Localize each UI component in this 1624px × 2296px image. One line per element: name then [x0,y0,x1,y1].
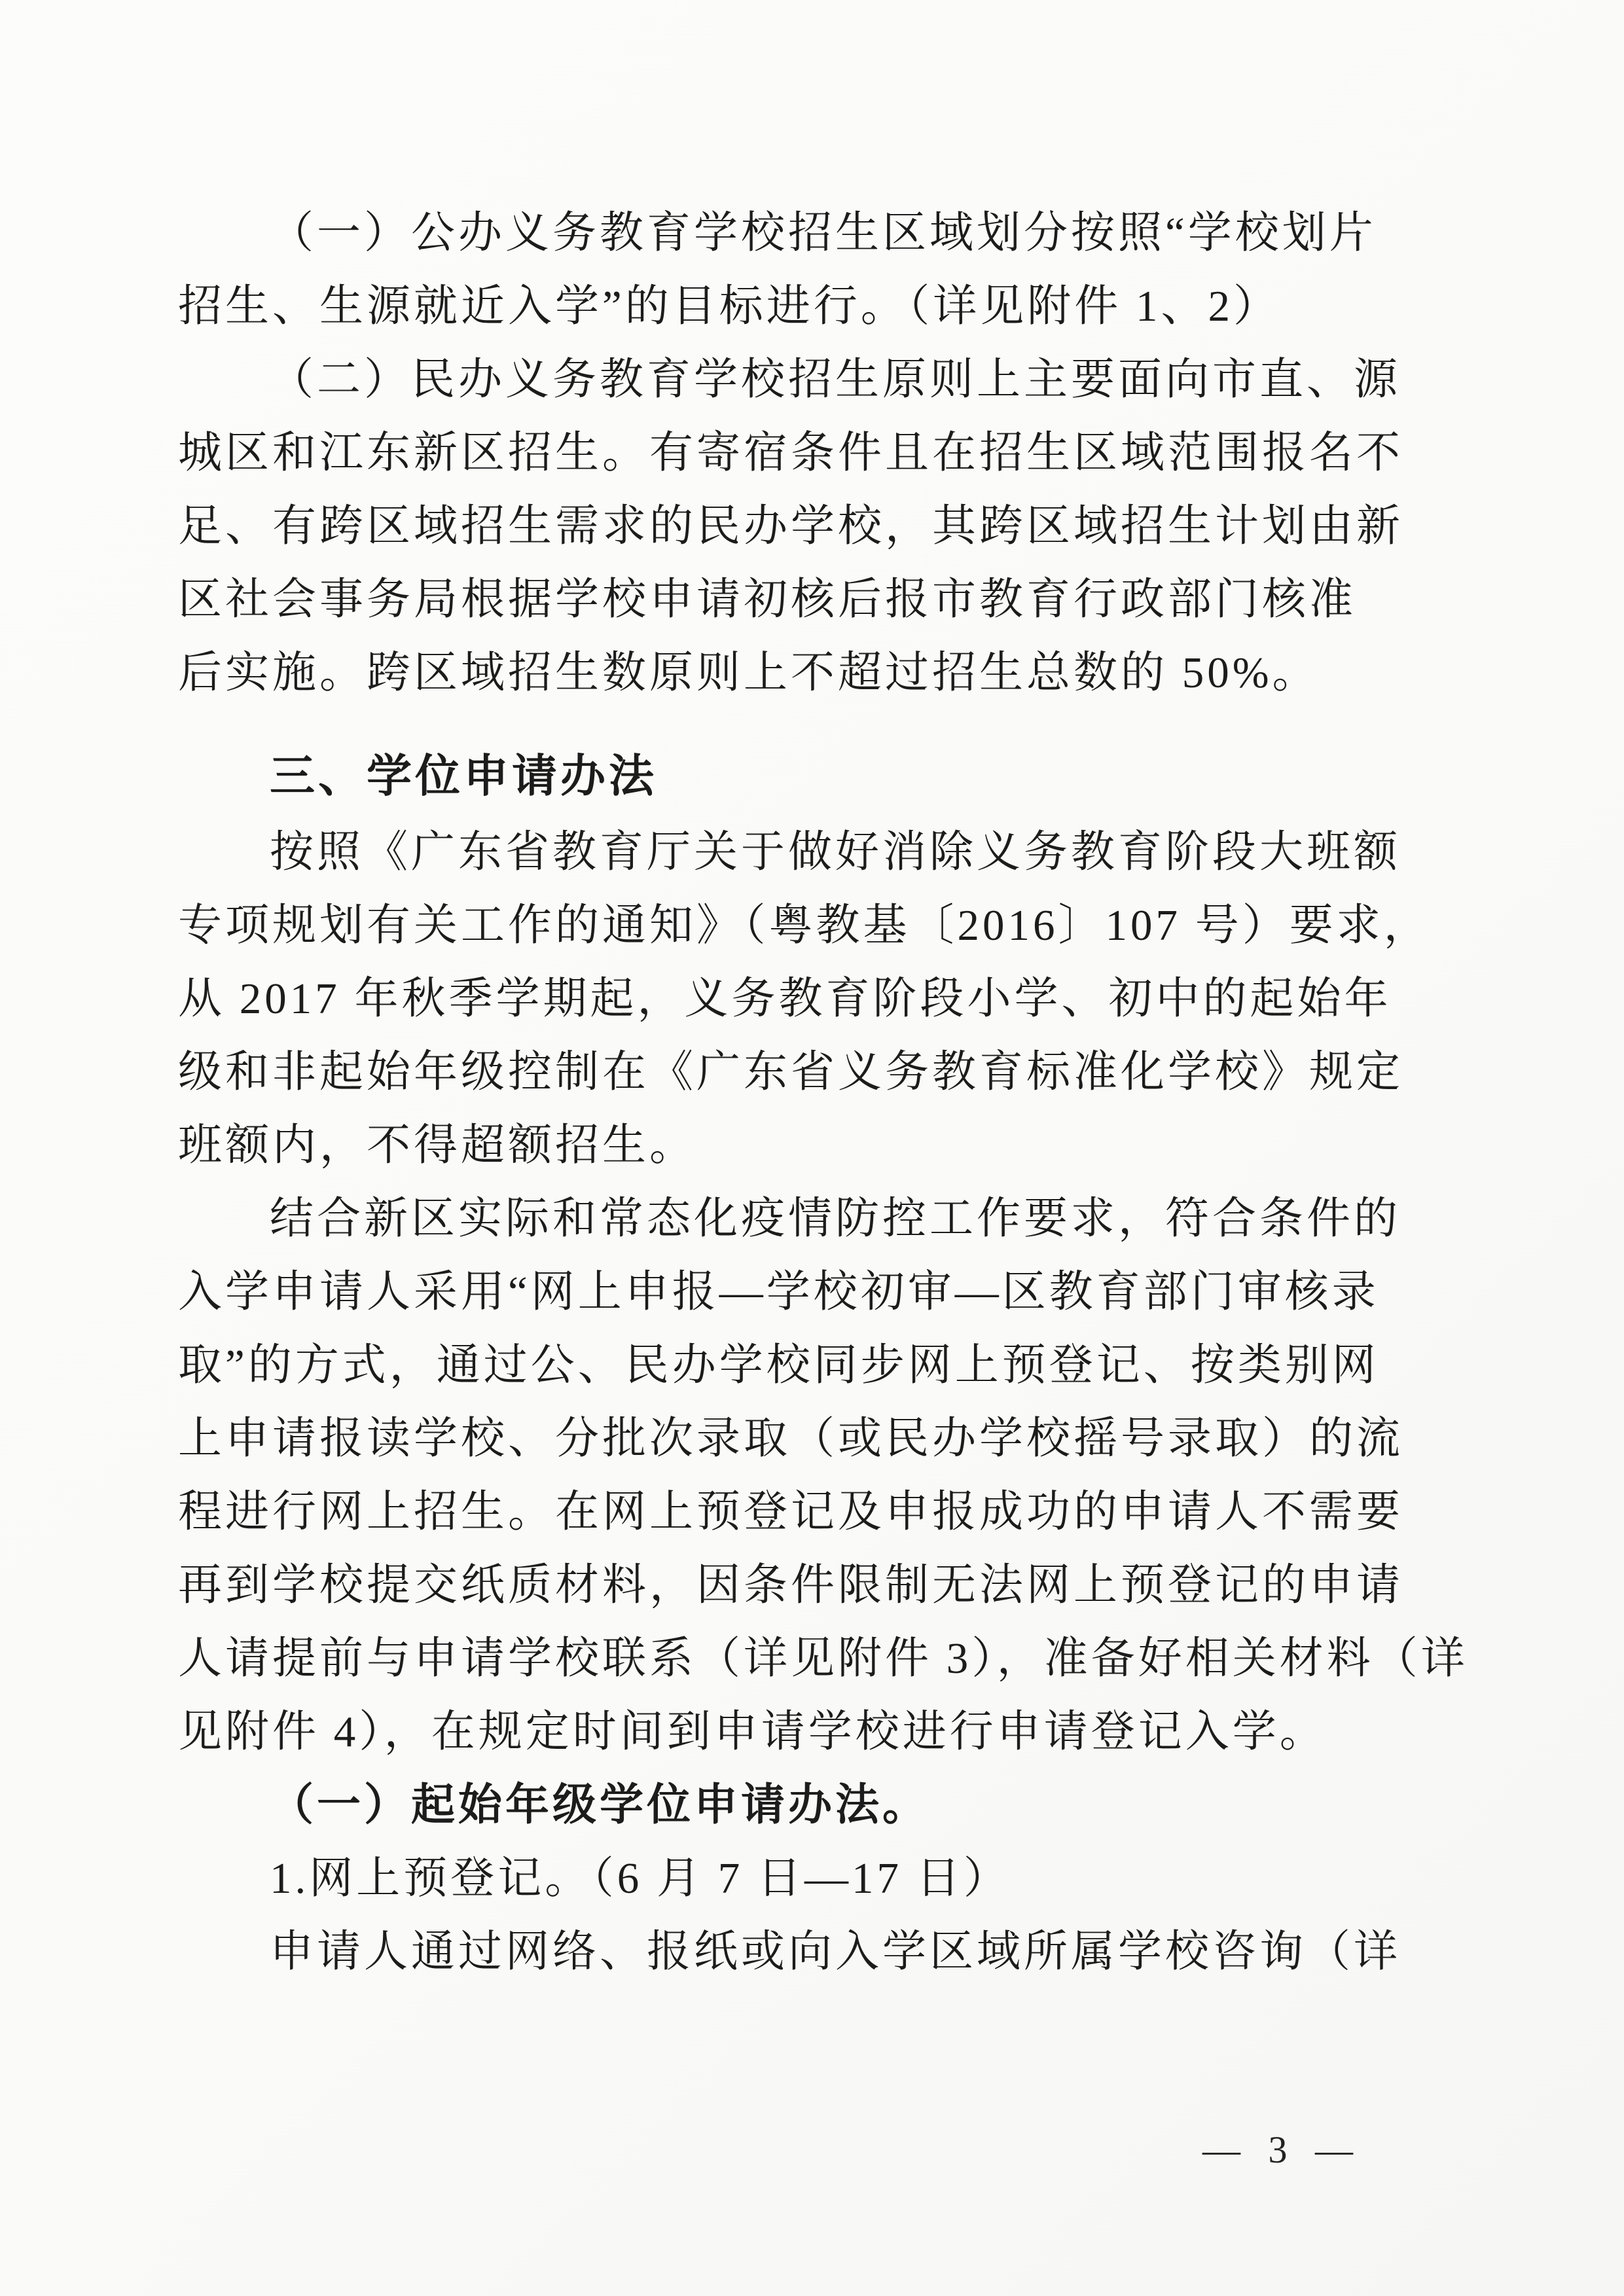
text-line: 按照《广东省教育厅关于做好消除义务教育阶段大班额 [270,828,1401,876]
text-line: 专项规划有关工作的通知》（粤教基〔2016〕107 号）要求， [178,901,1431,950]
text-line: 城区和江东新区招生。有寄宿条件且在招生区域范围报名不 [178,429,1403,477]
text-line: 上申请报读学校、分批次录取（或民办学校摇号录取）的流 [178,1414,1403,1463]
sub-heading: （一）起始年级学位申请办法。 [270,1781,929,1829]
text-line: 1.网上预登记。（6 月 7 日—17 日） [270,1854,1011,1903]
section-heading: 三、学位申请办法 [270,751,657,801]
text-line: （二）民办义务教育学校招生原则上主要面向市直、源 [270,355,1401,404]
text-line: 申请人通过网络、报纸或向入学区域所属学校咨询（详 [270,1928,1401,1976]
text-line: 班额内，不得超额招生。 [178,1121,696,1170]
text-line: 区社会事务局根据学校申请初核后报市教育行政部门核准 [178,575,1356,624]
text-line: 招生、生源就近入学”的目标进行。（详见附件 1、2） [178,282,1280,331]
text-line: 结合新区实际和常态化疫情防控工作要求，符合条件的 [270,1194,1401,1243]
text-line: 再到学校提交纸质材料，因条件限制无法网上预登记的申请 [178,1561,1403,1609]
text-line: 后实施。跨区域招生数原则上不超过招生总数的 50%。 [178,649,1320,697]
text-line: 见附件 4），在规定时间到申请学校进行申请登记入学。 [178,1708,1327,1756]
text-line: 程进行网上招生。在网上预登记及申报成功的申请人不需要 [178,1488,1403,1536]
text-line: 人请提前与申请学校联系（详见附件 3），准备好相关材料（详 [178,1634,1468,1683]
text-line: 取”的方式，通过公、民办学校同步网上预登记、按类别网 [178,1341,1379,1390]
text-line: 从 2017 年秋季学期起，义务教育阶段小学、初中的起始年 [178,975,1392,1023]
text-line: 入学申请人采用“网上申报—学校初审—区教育部门审核录 [178,1268,1379,1316]
text-line: 足、有跨区域招生需求的民办学校，其跨区域招生计划由新 [178,502,1403,550]
document-lines [178,196,1468,1988]
page-number: — 3 — [1202,2128,1362,2171]
text-line: 级和非起始年级控制在《广东省义务教育标准化学校》规定 [178,1048,1403,1096]
text-line: （一）公办义务教育学校招生区域划分按照“学校划片 [270,209,1377,257]
